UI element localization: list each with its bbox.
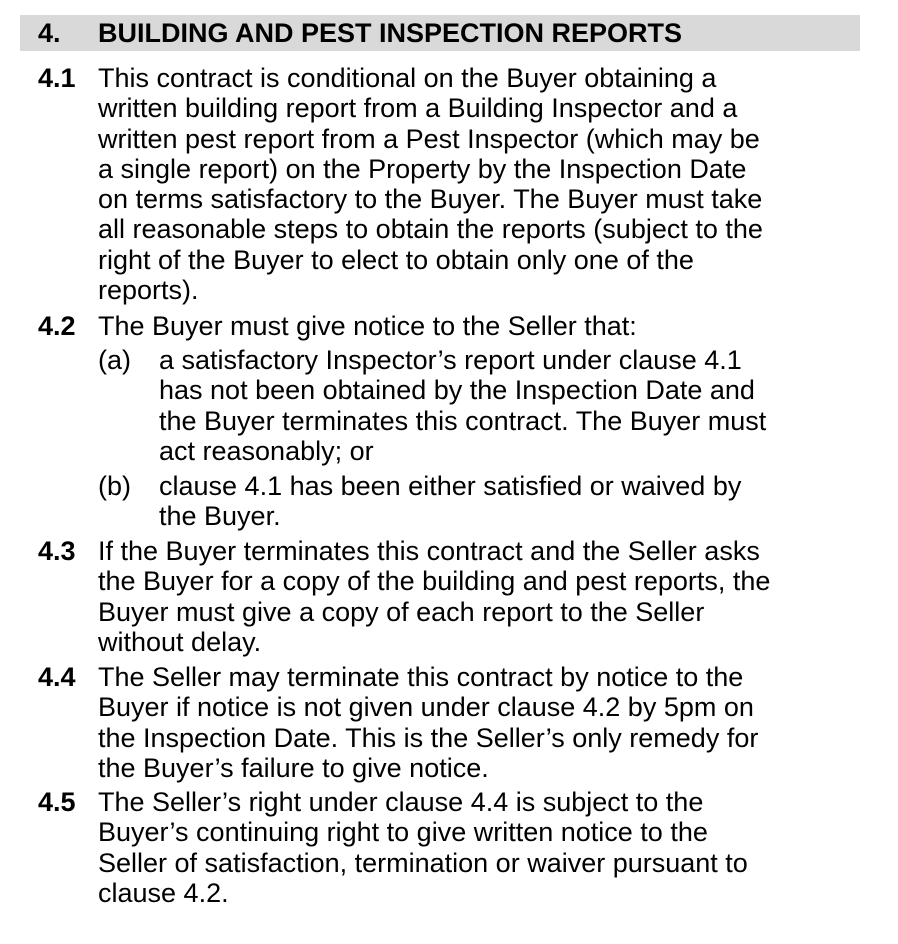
clause-text bbox=[98, 311, 888, 341]
clause-line: on terms satisfactory to the Buyer. The Buyer must take bbox=[98, 184, 763, 215]
clause-line: Buyer’s continuing right to give written notice to the bbox=[98, 817, 708, 848]
clause-line: written building report from a Building Inspector and a bbox=[98, 93, 738, 124]
clause-number: 4.5 bbox=[38, 787, 76, 817]
subclause-line: clause 4.1 has been either satisfied or waived by bbox=[159, 471, 742, 501]
clause-line: reports). bbox=[98, 275, 199, 306]
clause-line: the Buyer’s failure to give notice. bbox=[98, 752, 489, 783]
section-header bbox=[20, 15, 860, 51]
clause-line: a single report) on the Property by the Inspection Date bbox=[98, 153, 747, 184]
clause-number: 4.3 bbox=[38, 536, 76, 566]
clause-line: The Buyer must give notice to the Seller that: bbox=[98, 311, 637, 341]
clause-text bbox=[98, 662, 888, 783]
clause-line: all reasonable steps to obtain the reports (subject to the bbox=[98, 214, 763, 245]
subclause-text bbox=[159, 345, 889, 466]
clause-line: right of the Buyer to elect to obtain only one of the bbox=[98, 244, 694, 275]
subclause-label: (a) bbox=[98, 345, 131, 375]
clause-line: written pest report from a Pest Inspector (which may be bbox=[98, 123, 760, 154]
clause-text bbox=[98, 536, 888, 657]
clause-line: Buyer if notice is not given under clause 4.2 by 5pm on bbox=[98, 692, 754, 723]
subclause-line: has not been obtained by the Inspection Date and bbox=[159, 375, 755, 406]
clause-line: clause 4.2. bbox=[98, 877, 229, 908]
clause-line: Seller of satisfaction, termination or waiver pursuant to bbox=[98, 847, 748, 878]
clause-line: If the Buyer terminates this contract and the Seller asks bbox=[98, 536, 760, 566]
subclause-label: (b) bbox=[98, 471, 131, 501]
clause-number: 4.4 bbox=[38, 662, 76, 692]
clause-line: the Buyer for a copy of the building and pest reports, the bbox=[98, 566, 771, 597]
subclause-line: act reasonably; or bbox=[159, 435, 374, 466]
section-number: 4. bbox=[38, 18, 61, 48]
clause-text bbox=[98, 787, 888, 908]
clause-line: without delay. bbox=[98, 626, 262, 657]
subclause-line: the Buyer. bbox=[159, 501, 281, 532]
subclause-line: a satisfactory Inspector’s report under clause 4.1 bbox=[159, 345, 742, 375]
clause-line: The Seller’s right under clause 4.4 is subject to the bbox=[98, 787, 704, 817]
clause-line: The Seller may terminate this contract by notice to the bbox=[98, 662, 744, 692]
clause-text bbox=[98, 63, 888, 305]
clause-line: Buyer must give a copy of each report to the Seller bbox=[98, 596, 705, 627]
subclause-line: the Buyer terminates this contract. The Buyer must bbox=[159, 405, 767, 436]
clause-number: 4.1 bbox=[38, 63, 76, 93]
subclause-text bbox=[159, 471, 889, 532]
clause-line: This contract is conditional on the Buyer obtaining a bbox=[98, 63, 717, 93]
clause-number: 4.2 bbox=[38, 311, 76, 341]
section-title: BUILDING AND PEST INSPECTION REPORTS bbox=[98, 18, 683, 48]
clause-line: the Inspection Date. This is the Seller’s only remedy for bbox=[98, 722, 759, 753]
